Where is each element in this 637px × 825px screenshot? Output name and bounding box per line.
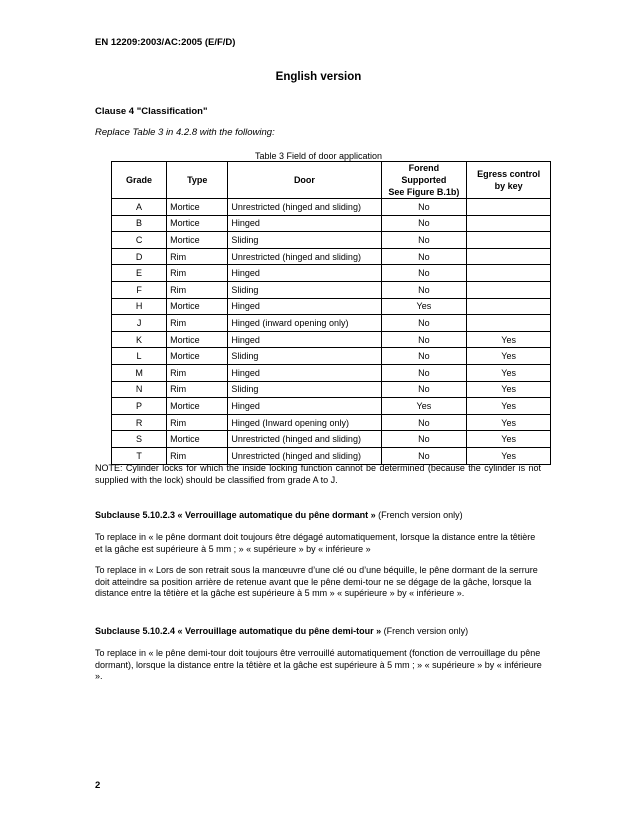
cell-door: Hinged	[228, 298, 381, 315]
table-caption: Table 3 Field of door application	[254, 151, 383, 161]
cell-forend: No	[381, 199, 467, 216]
cell-forend: No	[381, 431, 467, 448]
door-application-table	[111, 161, 551, 465]
cell-type: Mortice	[167, 398, 228, 415]
table-row	[112, 398, 551, 415]
cell-forend: No	[381, 215, 467, 232]
cell-type: Rim	[167, 248, 228, 265]
cell-egress: Yes	[467, 331, 551, 348]
subclause-title-2: Subclause 5.10.2.4 « Verrouillage automatique du pêne demi-tour »	[95, 626, 382, 636]
header-egress-line1: Egress control	[477, 169, 541, 179]
cell-forend: No	[381, 265, 467, 282]
cell-egress: Yes	[467, 414, 551, 431]
subclause-suffix-2: (French version only)	[381, 626, 469, 636]
cell-egress: Yes	[467, 364, 551, 381]
table-row	[112, 232, 551, 249]
cell-egress	[467, 248, 551, 265]
cell-door: Unrestricted (hinged and sliding)	[228, 248, 381, 265]
cell-grade: D	[112, 248, 167, 265]
cell-door: Sliding	[228, 281, 381, 298]
cell-grade: F	[112, 281, 167, 298]
cell-egress	[467, 199, 551, 216]
cell-grade: J	[112, 315, 167, 332]
cell-door: Unrestricted (hinged and sliding)	[228, 431, 381, 448]
cell-forend: No	[381, 414, 467, 431]
cell-egress	[467, 232, 551, 249]
table-row	[112, 298, 551, 315]
cell-forend: Yes	[381, 398, 467, 415]
table-row	[112, 414, 551, 431]
cell-grade: B	[112, 215, 167, 232]
cell-grade: K	[112, 331, 167, 348]
table-row	[112, 381, 551, 398]
cell-door: Unrestricted (hinged and sliding)	[228, 447, 381, 464]
header-forend	[381, 162, 467, 199]
cell-grade: A	[112, 199, 167, 216]
cell-type: Rim	[167, 265, 228, 282]
header-egress	[467, 162, 551, 199]
cell-type: Rim	[167, 447, 228, 464]
table-row	[112, 199, 551, 216]
table-header-row	[112, 162, 551, 199]
cell-egress	[467, 215, 551, 232]
cell-grade: S	[112, 431, 167, 448]
cell-forend: No	[381, 381, 467, 398]
cell-grade: C	[112, 232, 167, 249]
subclause-title-1: Subclause 5.10.2.3 « Verrouillage automatique du pêne dormant »	[95, 510, 376, 520]
cell-type: Rim	[167, 381, 228, 398]
clause-heading: Clause 4 "Classification"	[95, 106, 208, 117]
cell-type: Rim	[167, 414, 228, 431]
table-row	[112, 248, 551, 265]
cell-egress: Yes	[467, 447, 551, 464]
cell-forend: No	[381, 447, 467, 464]
cell-forend: No	[381, 364, 467, 381]
header-type: Type	[167, 162, 228, 199]
subclause-heading-1	[95, 509, 543, 521]
cell-grade: R	[112, 414, 167, 431]
cell-door: Hinged (Inward opening only)	[228, 414, 381, 431]
cell-egress	[467, 315, 551, 332]
cell-grade: N	[112, 381, 167, 398]
subclause-1-paragraph-2: To replace in « Lors de son retrait sous la manœuvre d’une clé ou d’une béquille, le pêne dormant de la serrure doit atteindre sa position arrière de retenue avant que le pêne demi-tour ne se dégage de la gâche, lorsque la distance entre la têtière et la gâche est supérieure à 5 mm » « supérieure » by « inférieure ».	[95, 565, 538, 598]
subclause-1-paragraph-1: To replace in « le pêne dormant doit toujours être dégagé automatiquement, lorsque la distance entre la têtière et la gâche est supérieure à 5 mm ; » « supérieure » by « inférieure »	[95, 532, 536, 554]
cell-type: Mortice	[167, 348, 228, 365]
cell-egress	[467, 265, 551, 282]
cell-forend: No	[381, 331, 467, 348]
cell-door: Sliding	[228, 348, 381, 365]
cell-forend: No	[381, 348, 467, 365]
header-forend-line3: See Figure B.1b)	[388, 187, 460, 197]
cell-grade: H	[112, 298, 167, 315]
document-header: EN 12209:2003/AC:2005 (E/F/D)	[95, 37, 236, 48]
table-row	[112, 348, 551, 365]
cell-grade: P	[112, 398, 167, 415]
cell-type: Rim	[167, 315, 228, 332]
cell-door: Hinged	[228, 364, 381, 381]
header-egress-line2: by key	[494, 181, 523, 191]
cell-forend: No	[381, 315, 467, 332]
cell-forend: No	[381, 281, 467, 298]
table-row	[112, 364, 551, 381]
header-grade: Grade	[112, 162, 167, 199]
cell-door: Sliding	[228, 232, 381, 249]
subclause-2-paragraph-1: To replace in « le pêne demi-tour doit toujours être verrouillé automatiquement (fonction de verrouillage du pêne dormant), lorsque la distance entre la têtière et la gâche est supérieure à 5 mm ; » « supérieure » by « inférieure ».	[95, 648, 542, 681]
table-row	[112, 281, 551, 298]
cell-door: Unrestricted (hinged and sliding)	[228, 199, 381, 216]
cell-type: Rim	[167, 281, 228, 298]
table-row	[112, 265, 551, 282]
cell-egress: Yes	[467, 398, 551, 415]
cell-type: Mortice	[167, 331, 228, 348]
cell-type: Mortice	[167, 232, 228, 249]
cell-egress	[467, 281, 551, 298]
cell-type: Mortice	[167, 199, 228, 216]
table-row	[112, 331, 551, 348]
cell-door: Hinged	[228, 331, 381, 348]
cell-egress: Yes	[467, 381, 551, 398]
subclause-heading-2	[95, 625, 543, 637]
cell-type: Mortice	[167, 431, 228, 448]
cell-egress	[467, 298, 551, 315]
subclause-suffix-1: (French version only)	[375, 510, 463, 520]
cell-forend: Yes	[381, 298, 467, 315]
cell-grade: T	[112, 447, 167, 464]
cell-door: Hinged	[228, 398, 381, 415]
cell-forend: No	[381, 232, 467, 249]
cell-grade: E	[112, 265, 167, 282]
cell-egress: Yes	[467, 348, 551, 365]
cell-door: Hinged	[228, 215, 381, 232]
cell-door: Sliding	[228, 381, 381, 398]
table-row	[112, 215, 551, 232]
cell-forend: No	[381, 248, 467, 265]
header-forend-line2: Supported	[401, 175, 447, 185]
table-row	[112, 315, 551, 332]
cell-door: Hinged (inward opening only)	[228, 315, 381, 332]
header-forend-line1: Forend	[408, 163, 440, 173]
page-title: English version	[275, 71, 362, 83]
cell-type: Rim	[167, 364, 228, 381]
cell-type: Mortice	[167, 215, 228, 232]
cell-type: Mortice	[167, 298, 228, 315]
cell-door: Hinged	[228, 265, 381, 282]
replace-instruction: Replace Table 3 in 4.2.8 with the following:	[95, 127, 275, 138]
table-note: NOTE: Cylinder locks for which the inside locking function cannot be determined (because the cylinder is not supplied with the lock) should be classified from grade A to J.	[95, 463, 541, 485]
table-row	[112, 431, 551, 448]
header-door: Door	[228, 162, 381, 199]
cell-egress: Yes	[467, 431, 551, 448]
cell-grade: L	[112, 348, 167, 365]
page-number: 2	[95, 780, 101, 791]
cell-grade: M	[112, 364, 167, 381]
